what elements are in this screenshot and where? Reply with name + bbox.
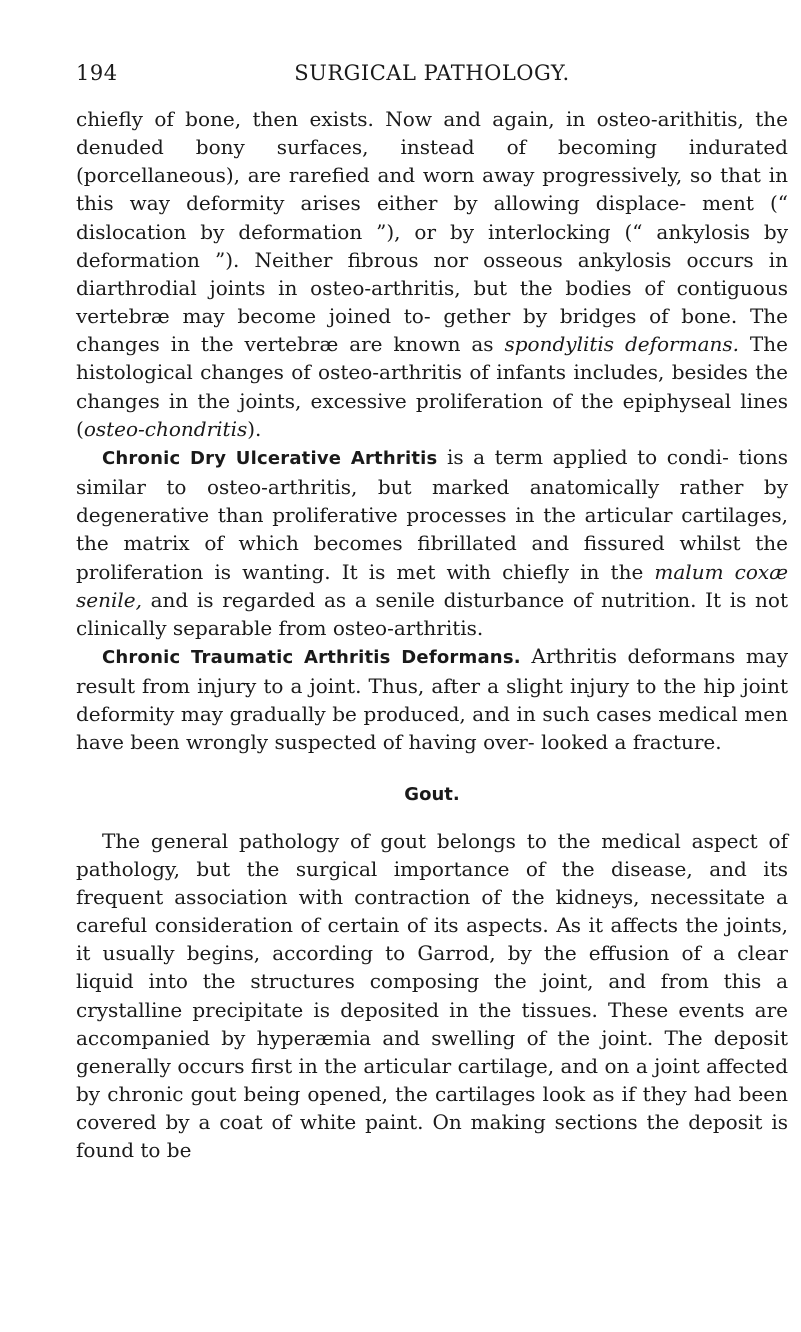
text-run: Arthritis deformans may result from injury to a joint. Thus, after a slight injury to the hip joint deformity may gradually be produced, and in such cases medical men have been wrongly suspected of having over- looked a fracture. xyxy=(76,643,789,755)
text-run: chiefly of bone, then exists. Now and again, in osteo-arithitis, the denuded bony surfaces, instead of becoming indurated (porcellaneous), are rarefied and worn away progressively, so that in this way deformity arises either by allowing displace- ment (“ dislocation by deformation ”), or by interlocking (“ ankylosis by deformation ”). Neither fibrous nor osseous ankylosis occurs in diarthrodial joints in osteo-arthritis, but the bodies of contiguous vertebræ may become joined to- gether by bridges of bone. The changes in the vertebræ are known as xyxy=(76,107,788,357)
page-number: 194 xyxy=(76,61,118,85)
italic-term-spondylitis: spondylitis deformans. xyxy=(504,332,740,357)
text-run: The histological changes of osteo-arthritis of infants includes, besides the changes in the joints, excessive proliferation of the epiphyseal lines ( xyxy=(76,332,788,441)
running-head xyxy=(76,58,788,88)
run-in-heading: Chronic Traumatic Arthritis Deformans. xyxy=(102,646,521,668)
italic-term-malum-coxae: malum coxæ senile, xyxy=(76,559,788,612)
running-title: SURGICAL PATHOLOGY. xyxy=(294,61,570,85)
paragraph-gout xyxy=(76,827,788,1165)
section-heading-gout: Gout. xyxy=(404,783,460,805)
italic-term-osteo-chondritis: osteo-chondritis xyxy=(83,416,248,441)
paragraph-osteo-arthritis-continued xyxy=(76,105,788,443)
text-run: is a term applied to condi- tions similar to osteo-arthritis, but marked anatomically rather by degenerative than proliferative processes in the articular cartilages, the matrix of which becomes fibrillated and fissured whilst the proliferation is wanting. It is met with chiefly in the xyxy=(76,444,788,584)
text-run: and is regarded as a senile disturbance of nutrition. It is not clinically separable from osteo-arthritis. xyxy=(76,587,788,640)
text-run: The general pathology of gout belongs to the medical aspect of pathology, but the surgical importance of the disease, and its frequent association with contraction of the kidneys, necessitate a careful consideration of certain of its aspects. As it affects the joints, it usually begins, according to Garrod, by the effusion of a clear liquid into the structures composing the joint, and from this a crystalline precipitate is deposited in the tissues. These events are accompanied by hyperæmia and swelling of the joint. The deposit generally occurs first in the articular cartilage, and on a joint affected by chronic gout being opened, the cartilages look as if they had been covered by a coat of white paint. On making sections the deposit is found to be xyxy=(76,828,788,1163)
paragraph-chronic-dry-ulcerative xyxy=(76,443,788,642)
book-page xyxy=(76,58,788,1164)
paragraph-chronic-traumatic xyxy=(76,642,788,757)
text-run: ). xyxy=(247,416,262,441)
run-in-heading: Chronic Dry Ulcerative Arthritis xyxy=(102,447,438,469)
body-text xyxy=(76,105,788,1164)
